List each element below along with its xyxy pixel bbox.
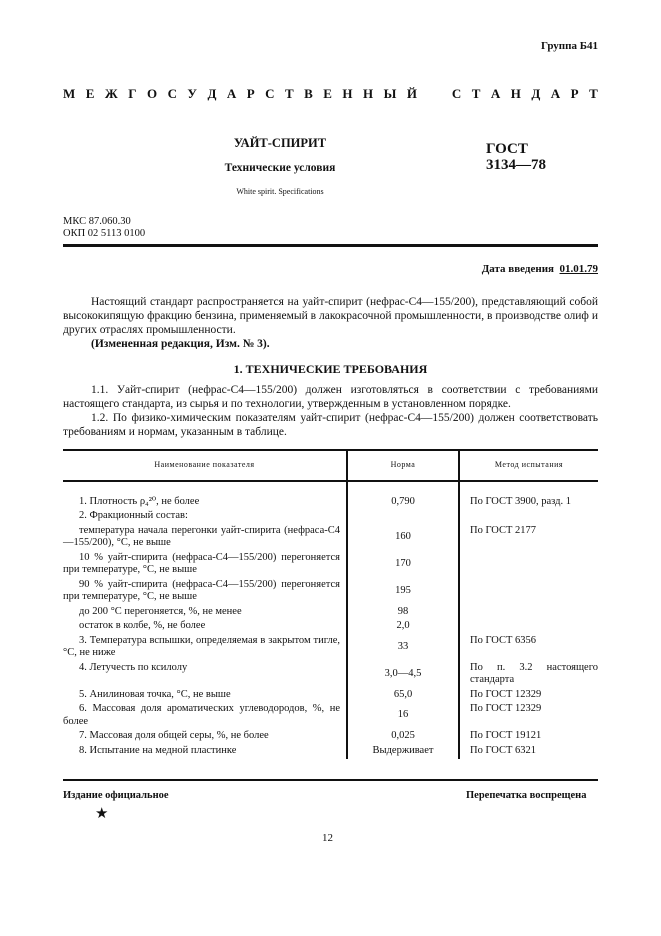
heading-letter: Т (285, 86, 294, 101)
row-test-method (458, 606, 598, 621)
spacer-cell (346, 482, 458, 496)
table-row (63, 606, 598, 621)
row-indicator-name: 4. Летучесть по ксилолу (79, 661, 188, 673)
row-norm-value: 16 (346, 703, 458, 730)
heading-letter: Р (246, 86, 255, 101)
official-edition: Издание официальное (63, 790, 169, 801)
row-indicator-name: 90 % уайт-спирита (нефраса-С4—155/200) перегоняется при температуре, °С, не выше (63, 578, 340, 602)
heading-letter: А (550, 86, 561, 101)
row-indicator-name: остаток в колбе, %, не более (79, 620, 206, 631)
header-indicator: Наименование показателя (154, 460, 255, 469)
heading-letter (427, 86, 441, 102)
spacer-cell (63, 482, 346, 496)
intro-paragraph: Настоящий стандарт распространяется на уайт-спирит (нефрас-С4—155/200), представляющий собой высококипящую фракцию бензина, применяемый в лакокрасочной промышленности, в производстве олиф и других отраслях промышленности. (63, 296, 598, 336)
row-test-method: По ГОСТ 19121 (458, 730, 598, 745)
gost-designation (486, 141, 546, 173)
mks-code: МКС 87.060.30 (63, 216, 131, 227)
reprint-prohibited: Перепечатка воспрещена (466, 790, 587, 801)
row-test-method: По ГОСТ 3900, разд. 1 (458, 496, 598, 511)
row-norm-value (346, 510, 458, 525)
heading-letter: Н (363, 86, 374, 101)
row-norm-value: 170 (346, 552, 458, 579)
row-indicator-name: 7. Массовая доля общей серы, %, не более (79, 730, 269, 741)
heading-letter: Д (531, 86, 541, 101)
header-method: Метод испытания (458, 451, 598, 480)
heading-letter: Ж (104, 86, 118, 101)
classification-codes (63, 216, 145, 240)
heading-letter: М (63, 86, 76, 101)
heading-letter: А (490, 86, 501, 101)
heading-letter: Г (128, 86, 137, 101)
paragraph-1-2: 1.2. По физико-химическим показателям уайт-спирит (нефрас-С4—155/200) должен соответствовать требованиям и нормам, указанным в таблице. (63, 412, 598, 438)
row-indicator-name: до 200 °С перегоняется, %, не менее (79, 605, 242, 617)
document-body (63, 295, 598, 759)
amendment-note: (Измененная редакция, Изм. № 3). (91, 338, 270, 350)
star-icon: ★ (95, 806, 109, 822)
requirements-table (63, 449, 598, 759)
heading-letter: С (451, 86, 462, 101)
spacer-cell (458, 482, 598, 496)
row-norm-value: 0,790 (346, 496, 458, 511)
section-title: 1. ТЕХНИЧЕСКИЕ ТРЕБОВАНИЯ (233, 362, 428, 376)
table-row (63, 745, 598, 760)
row-test-method (458, 579, 598, 606)
page-number: 12 (322, 832, 333, 844)
row-norm-value: 195 (346, 579, 458, 606)
table-header-row (63, 451, 598, 482)
row-indicator-name: 8. Испытание на медной пластинке (79, 744, 237, 756)
effective-date (482, 263, 598, 275)
heading-letter: Н (342, 86, 353, 101)
row-norm-value: 3,0—4,5 (346, 662, 458, 689)
heading-letter: О (146, 86, 158, 101)
row-norm-value: 2,0 (346, 620, 458, 635)
heading-letter: Д (207, 86, 217, 101)
table-row (63, 525, 598, 552)
date-label: Дата введения (481, 263, 554, 275)
row-test-method: По ГОСТ 2177 (458, 525, 598, 552)
row-indicator-name: температура начала перегонки уайт-спирита (нефраса-С4—155/200), °С, не выше (63, 524, 340, 548)
row-indicator-name: 6. Массовая доля ароматических углеводородов, %, не более (63, 703, 340, 727)
document-subtitle: Технические условия (224, 162, 336, 174)
row-test-method (458, 552, 598, 579)
row-indicator-name: 3. Температура вспышки, определяемая в закрытом тигле, °С, не ниже (63, 634, 340, 658)
row-indicator-name: 10 % уайт-спирита (нефраса-С4—155/200) перегоняется при температуре, °С, не выше (63, 551, 340, 575)
heading-letter: С (265, 86, 275, 101)
row-test-method: По ГОСТ 6321 (458, 745, 598, 760)
table-row (63, 635, 598, 662)
row-test-method: По ГОСТ 6356 (458, 635, 598, 662)
heading-letter: Т (471, 86, 481, 101)
table-row (63, 730, 598, 745)
english-title: White spirit. Specifications (236, 187, 324, 196)
heading-letter: Й (406, 86, 417, 101)
heading-letter: С (167, 86, 177, 101)
header-divider (63, 244, 598, 247)
heading-letter: Е (85, 86, 95, 101)
heading-letter: А (226, 86, 237, 101)
heading-letter: Р (570, 86, 579, 101)
table-row (63, 496, 598, 511)
date-value: 01.01.79 (559, 263, 598, 275)
document-title: УАЙТ-СПИРИТ (233, 136, 327, 150)
row-indicator-name: 5. Анилиновая точка, °С, не выше (79, 688, 231, 700)
row-norm-value: 98 (346, 606, 458, 621)
table-row (63, 620, 598, 635)
table-row (63, 662, 598, 689)
footer-divider (63, 779, 598, 781)
row-norm-value: 65,0 (346, 689, 458, 704)
row-test-method: По ГОСТ 12329 (458, 703, 598, 730)
heading-letter: Т (589, 86, 598, 101)
table-spacer (63, 482, 598, 496)
interstate-standard-heading (63, 86, 598, 102)
row-norm-value: 160 (346, 525, 458, 552)
row-norm-value: 33 (346, 635, 458, 662)
heading-letter: Н (510, 86, 521, 101)
header-norm: Норма (346, 451, 458, 480)
gost-label: ГОСТ (486, 141, 528, 157)
row-indicator-name: 2. Фракционный состав: (79, 510, 188, 521)
row-norm-value: Выдерживает (346, 745, 458, 760)
row-test-method (458, 620, 598, 635)
okp-code: ОКП 02 5113 0100 (63, 228, 146, 239)
table-row (63, 510, 598, 525)
table-row (63, 579, 598, 606)
table-row (63, 552, 598, 579)
heading-letter: У (187, 86, 197, 101)
row-test-method (458, 510, 598, 525)
table-row (63, 703, 598, 730)
row-indicator-name: 1. Плотность ρ₄²⁰, не более (79, 495, 200, 507)
heading-letter: В (304, 86, 313, 101)
row-test-method: По ГОСТ 12329 (458, 689, 598, 704)
heading-letter: Е (323, 86, 332, 101)
heading-letter: Ы (383, 86, 397, 101)
row-norm-value: 0,025 (346, 730, 458, 745)
table-row (63, 689, 598, 704)
paragraph-1-1: 1.1. Уайт-спирит (нефрас-С4—155/200) должен изготовляться в соответствии с требованиями настоящего стандарта, из сырья и по технологии, утвержденным в установленном порядке. (63, 384, 598, 410)
gost-number: 3134—78 (486, 157, 546, 173)
row-test-method: По п. 3.2 настоящего стандарта (458, 662, 598, 689)
group-label: Группа Б41 (541, 40, 598, 52)
